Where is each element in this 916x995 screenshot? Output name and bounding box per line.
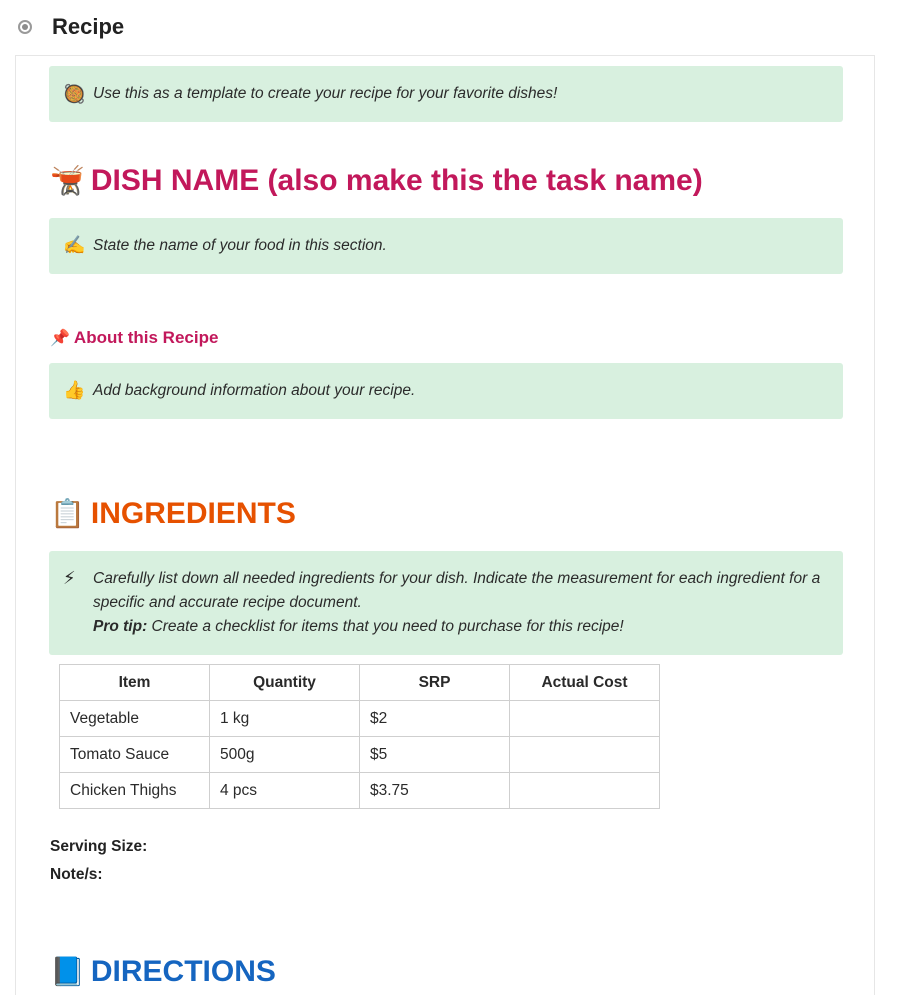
table-row (60, 737, 660, 773)
lightning-icon: ⚡ (63, 568, 76, 588)
table-cell[interactable]: 1 kg (210, 701, 360, 737)
table-cell[interactable] (510, 773, 660, 809)
table-cell[interactable]: 500g (210, 737, 360, 773)
ingredients-callout-text: Carefully list down all needed ingredients for your dish. Indicate the measurement for each ingredient for a specific and accurate recipe document. (93, 570, 821, 611)
notes-label: Note/s: (50, 866, 103, 883)
table-row (60, 773, 660, 809)
table-cell[interactable] (510, 701, 660, 737)
table-header-cell[interactable]: Item (60, 665, 210, 701)
intro-callout-text: Use this as a template to create your recipe for your favorite dishes! (93, 85, 558, 102)
fondue-icon: 🫕 (50, 165, 85, 196)
thumbs-up-icon: 👍 (63, 380, 86, 400)
dish-callout[interactable] (49, 218, 843, 274)
dish-callout-text: State the name of your food in this section. (93, 237, 387, 254)
pushpin-icon: 📌 (50, 330, 70, 347)
ingredients-table (59, 664, 660, 809)
clipboard-icon: 📋 (50, 498, 85, 529)
paella-icon: 🥘 (63, 84, 86, 104)
about-heading (50, 327, 218, 350)
page-title: Recipe (52, 14, 125, 39)
table-header-row (60, 665, 660, 701)
dish-name-heading (50, 163, 703, 199)
writing-hand-icon: ✍️ (63, 235, 86, 255)
table-cell[interactable]: Chicken Thighs (60, 773, 210, 809)
intro-callout[interactable] (49, 66, 843, 122)
directions-heading-text: DIRECTIONS (90, 955, 276, 988)
top-bar (0, 0, 916, 56)
ingredients-callout[interactable] (49, 551, 843, 655)
status-circle-icon[interactable] (18, 20, 32, 34)
table-cell[interactable]: 4 pcs (210, 773, 360, 809)
about-callout-text: Add background information about your recipe. (93, 382, 416, 399)
blue-book-icon: 📘 (50, 956, 85, 987)
table-cell[interactable]: Vegetable (60, 701, 210, 737)
ingredients-heading-text: INGREDIENTS (90, 497, 296, 530)
pro-tip-text: Create a checklist for items that you need to purchase for this recipe! (147, 618, 624, 635)
ingredients-callout-body (93, 567, 831, 639)
table-cell[interactable] (510, 737, 660, 773)
about-heading-text: About this Recipe (73, 328, 219, 347)
table-row (60, 701, 660, 737)
pro-tip-label: Pro tip: (93, 618, 148, 635)
ingredients-heading (50, 496, 296, 532)
table-cell[interactable]: $3.75 (360, 773, 510, 809)
table-header-cell[interactable]: Actual Cost (510, 665, 660, 701)
dish-name-heading-text: DISH NAME (also make this the task name) (90, 164, 703, 197)
table-cell[interactable]: Tomato Sauce (60, 737, 210, 773)
directions-heading (50, 954, 276, 990)
table-header-cell[interactable]: SRP (360, 665, 510, 701)
about-callout[interactable] (49, 363, 843, 419)
table-header-cell[interactable]: Quantity (210, 665, 360, 701)
table-cell[interactable]: $5 (360, 737, 510, 773)
table-cell[interactable]: $2 (360, 701, 510, 737)
document-body (15, 55, 875, 995)
serving-size-label: Serving Size: (50, 838, 148, 855)
